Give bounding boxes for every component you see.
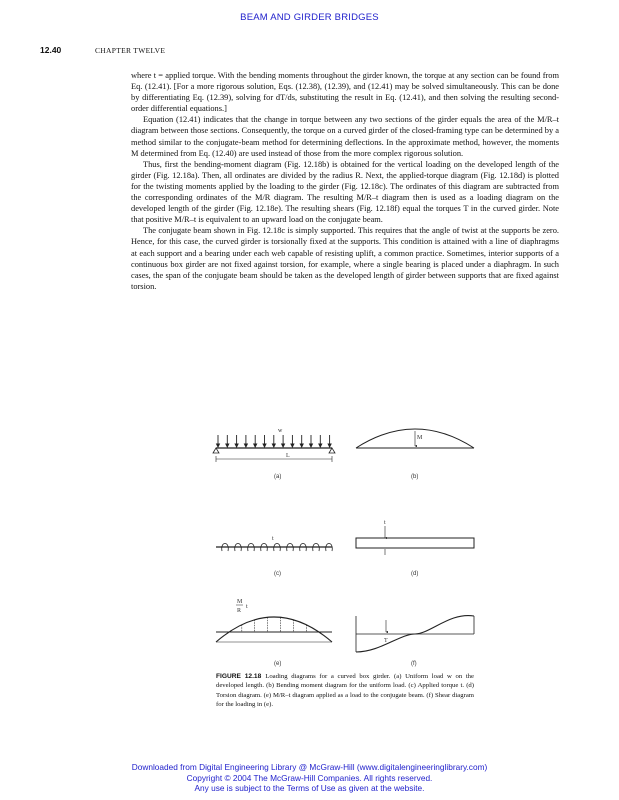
torsion-label-t: t — [384, 520, 386, 526]
footer-terms-link[interactable]: Any use is subject to the Terms of Use as given at the website. — [194, 783, 425, 793]
panel-b-moment-diagram — [356, 429, 474, 480]
panel-c-applied-torque — [216, 536, 332, 577]
footer-download-link[interactable]: Downloaded from Digital Engineering Library @ McGraw-Hill (www.digitalengineeringlibrary.com) — [131, 762, 488, 772]
paragraph-3: Thus, first the bending-moment diagram (Fig. 12.18b) is obtained for the vertical loading on the developed length of the girder (Fig. 12.18a). Then, all ordinates are divided by the radius R. Next, the applied-torque diagram (Fig. 12.18d) is plotted for the twisting moments applied by the loading to the girder (Fig. 12.18c). The ordinates of this diagram are subtracted from the corresponding ordinates of the M/R diagram. The resulting M/R–t diagram then is used as a loading diagram on the developed length of the girder (Fig. 12.18e). The resulting shears (Fig. 12.18f) equal the torques T in the curved girder. Note that positive M/R–t is equivalent to an upward load on the conjugate beam. — [131, 159, 559, 225]
paragraph-2: Equation (12.41) indicates that the change in torque between any two sections of the girder equals the area of the M/R–t diagram between those sections. Consequently, the torque on a curved girder of the closed-framing type can be determined by a method similar to the conjugate-beam method for determining deflections. In the approximate method, however, the moments M determined from Eq. (12.40) are used instead of those from the more complex rigorous solution. — [131, 115, 559, 158]
mr-label-t: t — [246, 604, 248, 610]
paragraph-4: The conjugate beam shown in Fig. 12.18c is simply supported. This requires that the angle of twist at the supports be zero. Hence, for this case, the curved girder is torsionally fixed at the supports. This condition is attained with a line of diaphragms at each support and a bearing under each web capable of resisting uplift, a common practice. Sometimes, interior supports of a continuous box girder are not fixed against torsion, for example, where a single bearing is placed under a diaphragm. In such cases, the span of the conjugate beam should be taken as the developed length of girder between supports that are fixed against torsion. — [131, 226, 559, 291]
load-arrowhead — [254, 444, 257, 447]
page-number: 12.40 — [40, 45, 62, 55]
footer-copyright: Copyright © 2004 The McGraw-Hill Companies. All rights reserved. — [186, 772, 433, 783]
mr-label-m: M — [237, 599, 243, 605]
panel-e-mr-minus-t-diagram — [216, 599, 332, 667]
panel-d-torsion-diagram — [356, 520, 474, 577]
panel-label-f: (f) — [411, 661, 417, 667]
caption-label: FIGURE 12.18 — [216, 673, 262, 680]
moment-label-m: M — [417, 435, 423, 441]
load-arrowhead — [272, 444, 275, 447]
panel-a-uniform-load — [213, 428, 335, 480]
figure-drawing — [200, 420, 500, 670]
mr-label-r: R — [237, 608, 242, 614]
load-arrowhead — [263, 444, 266, 447]
panel-label-d: (d) — [411, 571, 419, 577]
load-arrowhead — [319, 444, 322, 447]
figure-caption — [216, 672, 474, 710]
paragraph-1: where t = applied torque. With the bending moments throughout the girder known, the torque at any section can be found from Eq. (12.41). [For a more rigorous solution, Eqs. (12.38), (12.39), and (12.41) may be solved simultaneously. This can be done by differentiating Eq. (12.39), solving for dT/ds, substituting the result in Eq. (12.41), and then solving the resulting second-order differential equations.] — [131, 71, 559, 114]
panel-label-e: (e) — [274, 661, 282, 667]
footer — [0, 762, 619, 794]
header-banner: BEAM AND GIRDER BRIDGES — [240, 12, 379, 23]
torque-label-t: t — [272, 536, 274, 542]
caption-text: Loading diagrams for a curved box girder. (a) Uniform load w on the developed length. (b) Bending moment diagram for the uniform load. (c) Applied torque t. (d) Torsion diagram. (e) M/R–t diagram applied as a load to the conjugate beam. (f) Shear diagram for the loading in (e). — [216, 673, 474, 709]
panel-label-b: (b) — [411, 474, 419, 480]
load-arrowhead — [300, 444, 303, 447]
figure-12-18 — [200, 420, 500, 670]
panel-f-shear-diagram — [356, 616, 474, 667]
span-label-l: L — [286, 453, 290, 459]
panel-label-c: (c) — [274, 571, 281, 577]
load-arrowhead — [310, 444, 313, 447]
shear-label-t: T — [384, 638, 388, 644]
body-text — [131, 70, 559, 292]
load-arrowhead — [244, 444, 247, 447]
load-arrowhead — [282, 444, 285, 447]
load-arrowhead — [328, 444, 331, 447]
chapter-title: CHAPTER TWELVE — [95, 46, 166, 55]
load-arrowhead — [235, 444, 238, 447]
load-label-w: w — [278, 428, 283, 434]
load-arrowhead — [291, 444, 294, 447]
load-arrowhead — [226, 444, 229, 447]
load-arrowhead — [217, 444, 220, 447]
panel-label-a: (a) — [274, 474, 282, 480]
